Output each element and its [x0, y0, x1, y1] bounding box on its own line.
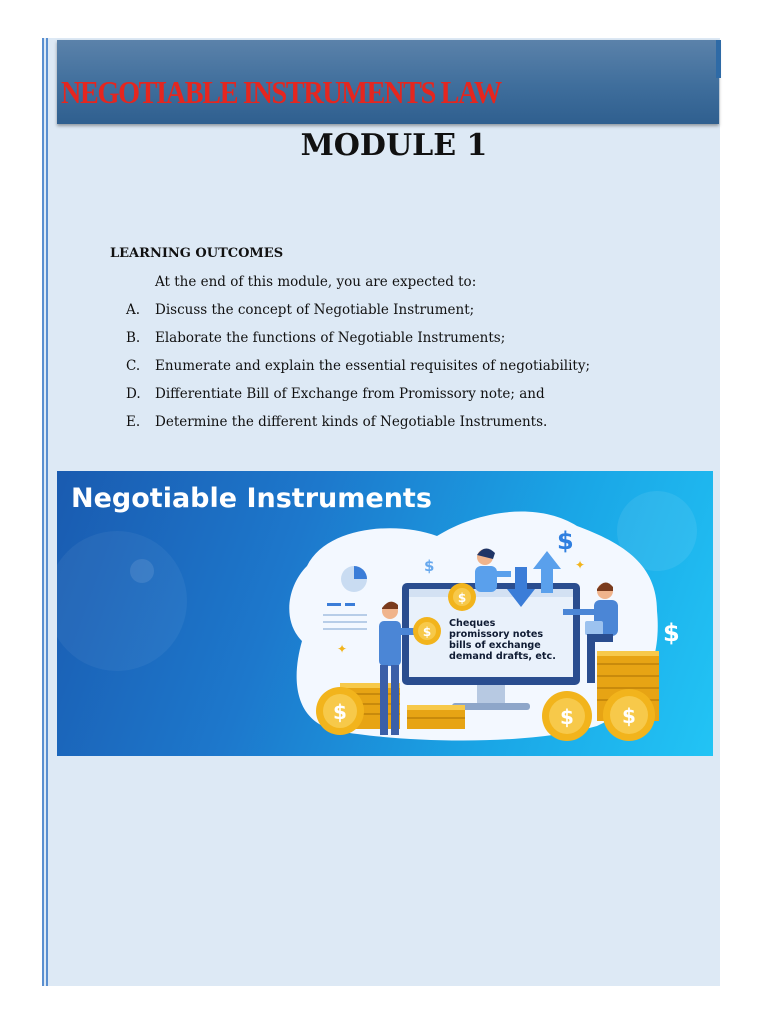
dollar-icon: $: [557, 527, 574, 555]
negotiable-instruments-banner: [57, 471, 713, 756]
coin-icon: [603, 689, 655, 741]
callout-line: demand drafts, etc.: [449, 651, 556, 662]
list-item-letter: C.: [126, 358, 141, 374]
coin-symbol: $: [457, 591, 467, 605]
list-item-letter: E.: [126, 414, 141, 430]
document-title: NEGOTIABLE INSTRUMENTS LAW: [61, 74, 501, 110]
coin-symbol: $: [560, 705, 574, 729]
list-item-letter: D.: [126, 386, 141, 402]
coin-symbol: $: [622, 704, 636, 728]
coin-symbol: $: [333, 700, 347, 724]
header-edge-accent: [716, 40, 721, 78]
instruments-callout: [449, 618, 556, 662]
list-item-text: Enumerate and explain the essential requisites of negotiability;: [155, 358, 590, 374]
banner-title: Negotiable Instruments: [71, 483, 432, 514]
list-item: [126, 358, 590, 386]
callout-line: promissory notes: [449, 629, 544, 640]
learning-outcomes-list: [126, 302, 590, 442]
coin-icon: [316, 687, 364, 735]
list-item-text: Differentiate Bill of Exchange from Promissory note; and: [155, 386, 545, 402]
list-item: [126, 386, 590, 414]
list-item: [126, 330, 590, 358]
pie-chart-icon: [341, 566, 367, 592]
list-item-text: Determine the different kinds of Negotiable Instruments.: [155, 414, 548, 430]
page-border-line: [42, 38, 44, 986]
sparkle-icon: ✦: [337, 642, 348, 656]
learning-outcomes-heading: LEARNING OUTCOMES: [110, 246, 284, 261]
list-item-letter: A.: [126, 302, 141, 318]
coin-icon: [542, 691, 592, 741]
dollar-icon: $: [424, 557, 435, 575]
list-item-text: Discuss the concept of Negotiable Instrument;: [155, 302, 475, 318]
dollar-icon: $: [663, 619, 680, 647]
list-item: [126, 302, 590, 330]
coin-icon: [413, 617, 441, 645]
coin-symbol: $: [422, 625, 432, 639]
sparkle-icon: ✦: [575, 558, 586, 572]
coin-icon: [448, 583, 476, 611]
learning-outcomes-intro: At the end of this module, you are expected to:: [155, 274, 477, 290]
list-item-text: Elaborate the functions of Negotiable Instruments;: [155, 330, 506, 346]
callout-line: Cheques: [449, 618, 496, 629]
list-item-letter: B.: [126, 330, 141, 346]
list-item: [126, 414, 590, 442]
module-title: MODULE 1: [300, 128, 488, 163]
callout-line: bills of exchange: [449, 640, 541, 651]
